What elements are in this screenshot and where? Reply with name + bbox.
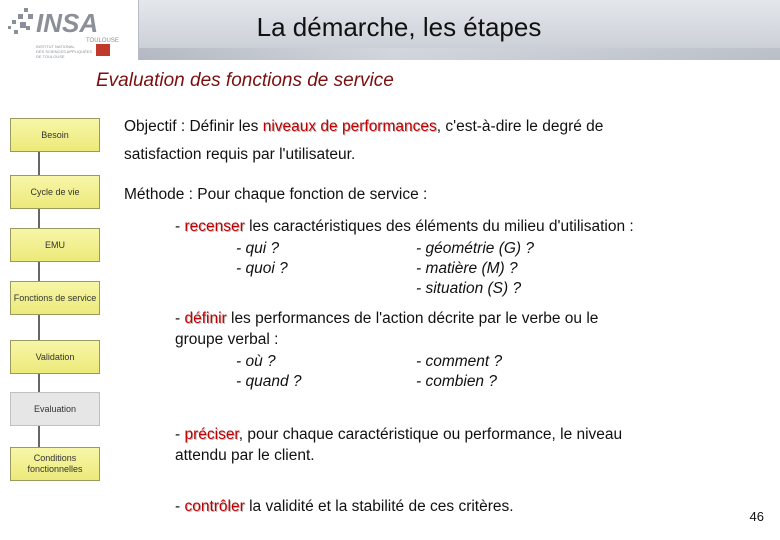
recenser-right-3: - situation (S) ?	[416, 280, 522, 297]
objectif-prefix: : Définir les	[176, 118, 263, 135]
page-title: La démarche, les étapes	[256, 12, 542, 42]
section-subtitle: Evaluation des fonctions de service	[96, 70, 394, 91]
logo-red-square-icon	[96, 44, 110, 56]
recenser-rest: les caractéristiques des éléments du milieu d'utilisation :	[244, 218, 634, 235]
step-besoin: Besoin	[10, 118, 100, 152]
controler-line	[175, 498, 514, 516]
preciser-rest: , pour chaque caractéristique ou performance, le niveau	[238, 426, 623, 443]
logo-tagline-2: DES SCIENCES APPLIQUÉES	[36, 49, 93, 54]
step-validation: Validation	[10, 340, 100, 374]
recenser-line	[175, 218, 634, 236]
preciser-verb: préciser	[184, 426, 239, 443]
logo-tagline-1: INSTITUT NATIONAL	[36, 44, 75, 49]
recenser-left-1: - qui ?	[236, 240, 280, 257]
preciser-dash: -	[175, 426, 185, 443]
step-conditions-fonctionnelles: Conditions fonctionnelles	[10, 447, 100, 481]
page-number: 46	[749, 509, 764, 524]
header-decoration	[139, 48, 780, 60]
controler-dash: -	[175, 498, 185, 515]
controler-verb: contrôler	[184, 498, 245, 515]
recenser-left-2: - quoi ?	[236, 260, 288, 277]
definir-line-2: groupe verbal :	[175, 331, 279, 348]
logo	[0, 0, 139, 60]
step-fonctions-de-service: Fonctions de service	[10, 281, 100, 315]
objectif-rest: , c'est-à-dire le degré de	[436, 118, 604, 135]
controler-rest: la validité et la stabilité de ces critères.	[244, 498, 514, 515]
definir-dash: -	[175, 310, 185, 327]
preciser-line-1	[175, 426, 622, 444]
step-evaluation: Evaluation	[10, 392, 100, 426]
logo-tagline-3: DE TOULOUSE	[36, 54, 65, 59]
objectif-label: Objectif	[124, 118, 177, 135]
definir-line-1	[175, 310, 598, 328]
recenser-right-2: - matière (M) ?	[416, 260, 518, 277]
methode-line	[124, 186, 427, 204]
objectif-line-1	[124, 118, 603, 136]
definir-left-2: - quand ?	[236, 373, 302, 390]
step-cycle-de-vie: Cycle de vie	[10, 175, 100, 209]
methode-rest: : Pour chaque fonction de service :	[184, 186, 428, 203]
objectif-line-2: satisfaction requis par l'utilisateur.	[124, 146, 356, 163]
step-emu: EMU	[10, 228, 100, 262]
objectif-highlight: niveaux de performances	[262, 118, 437, 135]
methode-label: Méthode	[124, 186, 185, 203]
definir-verb: définir	[184, 310, 227, 327]
definir-rest: les performances de l'action décrite par le verbe ou le	[226, 310, 599, 327]
recenser-right-1: - géométrie (G) ?	[416, 240, 535, 257]
definir-right-2: - combien ?	[416, 373, 497, 390]
logo-wordmark: INSA	[36, 8, 99, 38]
insa-logo-icon	[0, 0, 138, 60]
definir-left-1: - où ?	[236, 353, 276, 370]
definir-right-1: - comment ?	[416, 353, 503, 370]
preciser-line-2: attendu par le client.	[175, 447, 315, 464]
recenser-dash: -	[175, 218, 185, 235]
recenser-verb: recenser	[184, 218, 245, 235]
logo-sub: TOULOUSE	[86, 38, 119, 44]
